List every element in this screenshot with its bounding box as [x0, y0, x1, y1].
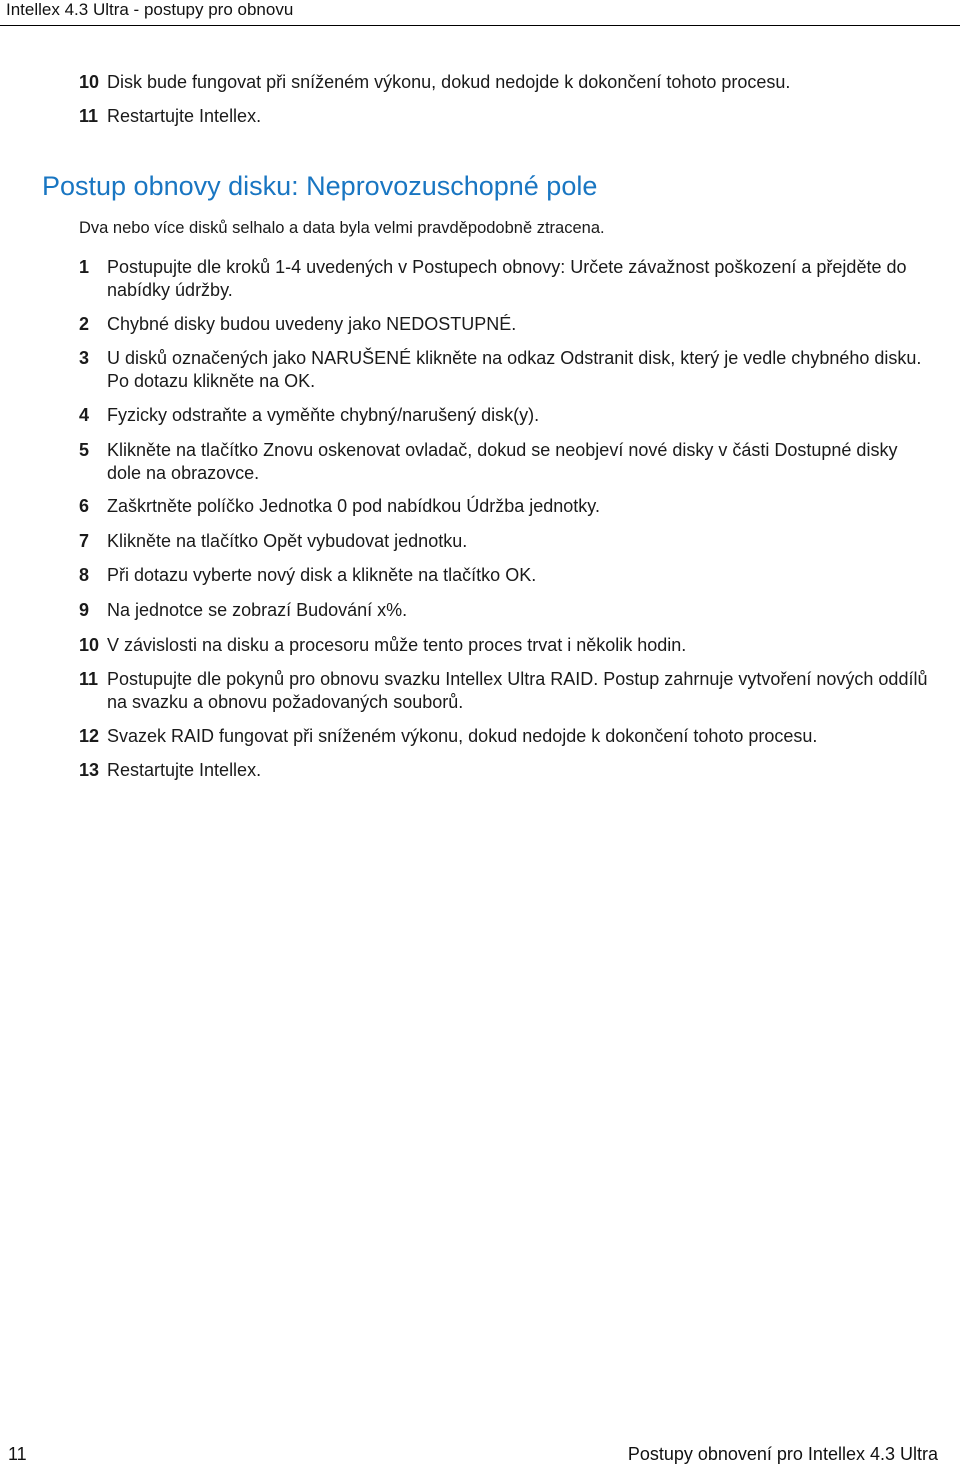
step-text: Svazek RAID fungovat při sníženém výkonu, dokud nedojde k dokončení tohoto procesu.: [107, 726, 818, 746]
step-text: Klikněte na tlačítko Znovu oskenovat ovladač, dokud se neobjeví nové disky v části Dostupné disky dole na obrazovce.: [107, 440, 898, 483]
list-item: [79, 634, 929, 657]
step-number: 9: [79, 600, 90, 620]
step-text: Postupujte dle pokynů pro obnovu svazku Intellex Ultra RAID. Postup zahrnuje vytvoření nových oddílů na svazku a obnovu požadovaných souborů.: [107, 669, 928, 712]
list-item: [79, 313, 929, 336]
step-number: 5: [79, 440, 90, 460]
step-number: 10: [79, 72, 100, 92]
list-item: [79, 668, 929, 713]
step-number: 6: [79, 496, 90, 516]
list-item: [79, 759, 929, 782]
list-item: [79, 105, 929, 128]
list-item: [79, 599, 929, 622]
list-item: [79, 725, 929, 748]
step-number: 7: [79, 531, 90, 551]
list-item: [79, 404, 929, 427]
step-text: Fyzicky odstraňte a vyměňte chybný/narušený disk(y).: [107, 405, 540, 425]
page-header-title: Intellex 4.3 Ultra - postupy pro obnovu: [6, 0, 294, 19]
step-number: 11: [79, 106, 99, 126]
footer-title: Postupy obnovení pro Intellex 4.3 Ultra: [627, 1444, 938, 1464]
step-number: 4: [79, 405, 90, 425]
list-item: [79, 347, 929, 392]
step-number: 1: [79, 257, 90, 277]
step-text: Restartujte Intellex.: [107, 106, 262, 126]
step-text: Restartujte Intellex.: [107, 760, 262, 780]
step-number: 10: [79, 635, 100, 655]
header-divider: [0, 25, 960, 26]
list-item: [79, 71, 929, 94]
step-text: V závislosti na disku a procesoru může tento proces trvat i několik hodin.: [107, 635, 687, 655]
step-number: 2: [79, 314, 90, 334]
step-number: 11: [79, 669, 99, 689]
list-item: [79, 439, 929, 484]
step-number: 3: [79, 348, 90, 368]
step-text: Chybné disky budou uvedeny jako NEDOSTUPNÉ.: [107, 314, 517, 334]
step-text: Při dotazu vyberte nový disk a klikněte na tlačítko OK.: [107, 565, 537, 585]
step-number: 12: [79, 726, 100, 746]
step-number: 8: [79, 565, 90, 585]
list-item: [79, 530, 929, 553]
step-text: Postupujte dle kroků 1-4 uvedených v Postupech obnovy: Určete závažnost poškození a přejděte do nabídky údržby.: [107, 257, 907, 300]
step-text: Zaškrtněte políčko Jednotka 0 pod nabídkou Údržba jednotky.: [107, 496, 600, 516]
step-text: Na jednotce se zobrazí Budování x%.: [107, 600, 408, 620]
list-item: [79, 256, 929, 301]
list-item: [79, 564, 929, 587]
step-text: U disků označených jako NARUŠENÉ klikněte na odkaz Odstranit disk, který je vedle chybného disku. Po dotazu klikněte na OK.: [107, 348, 922, 391]
section-heading: Postup obnovy disku: Neprovozuschopné pole: [42, 171, 598, 201]
step-number: 13: [79, 760, 100, 780]
step-text: Disk bude fungovat při sníženém výkonu, dokud nedojde k dokončení tohoto procesu.: [107, 72, 791, 92]
list-item: [79, 495, 929, 518]
step-text: Klikněte na tlačítko Opět vybudovat jednotku.: [107, 531, 468, 551]
page-number: 11: [8, 1444, 27, 1464]
section-intro: Dva nebo více disků selhalo a data byla velmi pravděpodobně ztracena.: [79, 219, 605, 237]
